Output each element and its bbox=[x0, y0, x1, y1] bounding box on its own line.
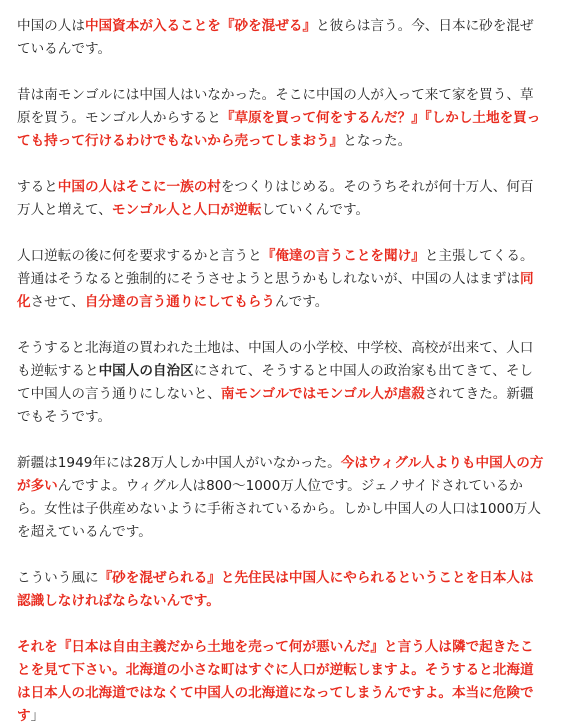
paragraph bbox=[17, 15, 544, 61]
highlighted-text: 『俺達の言うことを聞け』 bbox=[261, 248, 425, 264]
body-text: をつくりはじめる。そのうちそれが何十万人、何百万人と増えて、 bbox=[17, 179, 534, 218]
body-text: 新疆は1949年には28万人しか中国人がいなかった。 bbox=[17, 455, 341, 471]
body-text: させて、 bbox=[30, 294, 85, 310]
body-text: していくんです。 bbox=[261, 202, 370, 218]
body-text: 中国の人は bbox=[17, 18, 85, 34]
body-text: 人口逆転の後に何を要求するかと言うと bbox=[17, 248, 262, 264]
highlighted-text: 南モンゴルではモンゴル人が虐殺 bbox=[220, 386, 425, 402]
paragraph bbox=[17, 245, 544, 314]
body-text: んです。 bbox=[275, 294, 329, 310]
bold-text: 中国人の自治区 bbox=[98, 363, 194, 379]
highlighted-text: 中国の人はそこに一族の村 bbox=[57, 179, 221, 195]
paragraph bbox=[17, 636, 544, 728]
body-text: すると bbox=[17, 179, 58, 195]
paragraph bbox=[17, 176, 544, 222]
highlighted-text: モンゴル人と人口が逆転 bbox=[111, 202, 262, 218]
highlighted-text: 同化 bbox=[17, 271, 534, 310]
highlighted-text: それを『日本は自由主義だから土地を売って何が悪いんだ』と言う人は隣で起きたことを見て下さい。北海道の小さな町はすぐに人口が逆転しますよ。そうすると北海道は日本人の北海道ではなくて中国人の北海道になってしまうんですよ。本当に危険です bbox=[17, 639, 534, 724]
paragraph bbox=[17, 337, 544, 429]
body-text: と彼らは言う。今、日本に砂を混ぜているんです。 bbox=[17, 18, 534, 57]
highlighted-text: 『砂を混ぜられる』 bbox=[98, 570, 221, 586]
body-text: と主張してくる。普通はそうなると強制的にそうさせようと思うかもしれないが、中国の人はまずは bbox=[17, 248, 534, 287]
body-text: んですよ。ウィグル人は800〜1000万人位です。ジェノサイドされているから。女性は子供産めないように手術されているから。しかし中国人の人口は1000万人を超えているんです。 bbox=[17, 478, 541, 540]
body-text: 昔は南モンゴルには中国人はいなかった。そこに中国の人が入って来て家を買う、草原を買う。モンゴル人からすると bbox=[17, 87, 534, 126]
body-text: こういう風に bbox=[17, 570, 99, 586]
body-text: 」 bbox=[30, 708, 45, 724]
highlighted-text: 自分達の言う通りにしてもらう bbox=[84, 294, 276, 310]
body-text: そうすると北海道の買われた土地は、中国人の小学校、中学校、高校が出来て、人口も逆転すると bbox=[17, 340, 534, 379]
body-text: となった。 bbox=[343, 133, 412, 149]
paragraph bbox=[17, 84, 544, 153]
highlighted-text: 『草原を買って何をするんだ？』『しかし土地を買っても持って行けるわけでもないから売ってしまおう』 bbox=[17, 110, 541, 149]
paragraph bbox=[17, 567, 544, 613]
body-text: にされて、そうすると中国人の政治家も出てきて、そして中国人の言う通りにしないと、 bbox=[17, 363, 534, 402]
highlighted-text: と先住民は中国人にやられるということを日本人は認識しなければならないんです。 bbox=[17, 570, 534, 609]
highlighted-text: 今はウィグル人よりも中国人の方が多い bbox=[17, 455, 544, 494]
highlighted-text: 中国資本が入ることを『砂を混ぜる』 bbox=[84, 18, 317, 34]
body-text: されてきた。新疆でもそうです。 bbox=[17, 386, 534, 425]
paragraph bbox=[17, 452, 544, 544]
